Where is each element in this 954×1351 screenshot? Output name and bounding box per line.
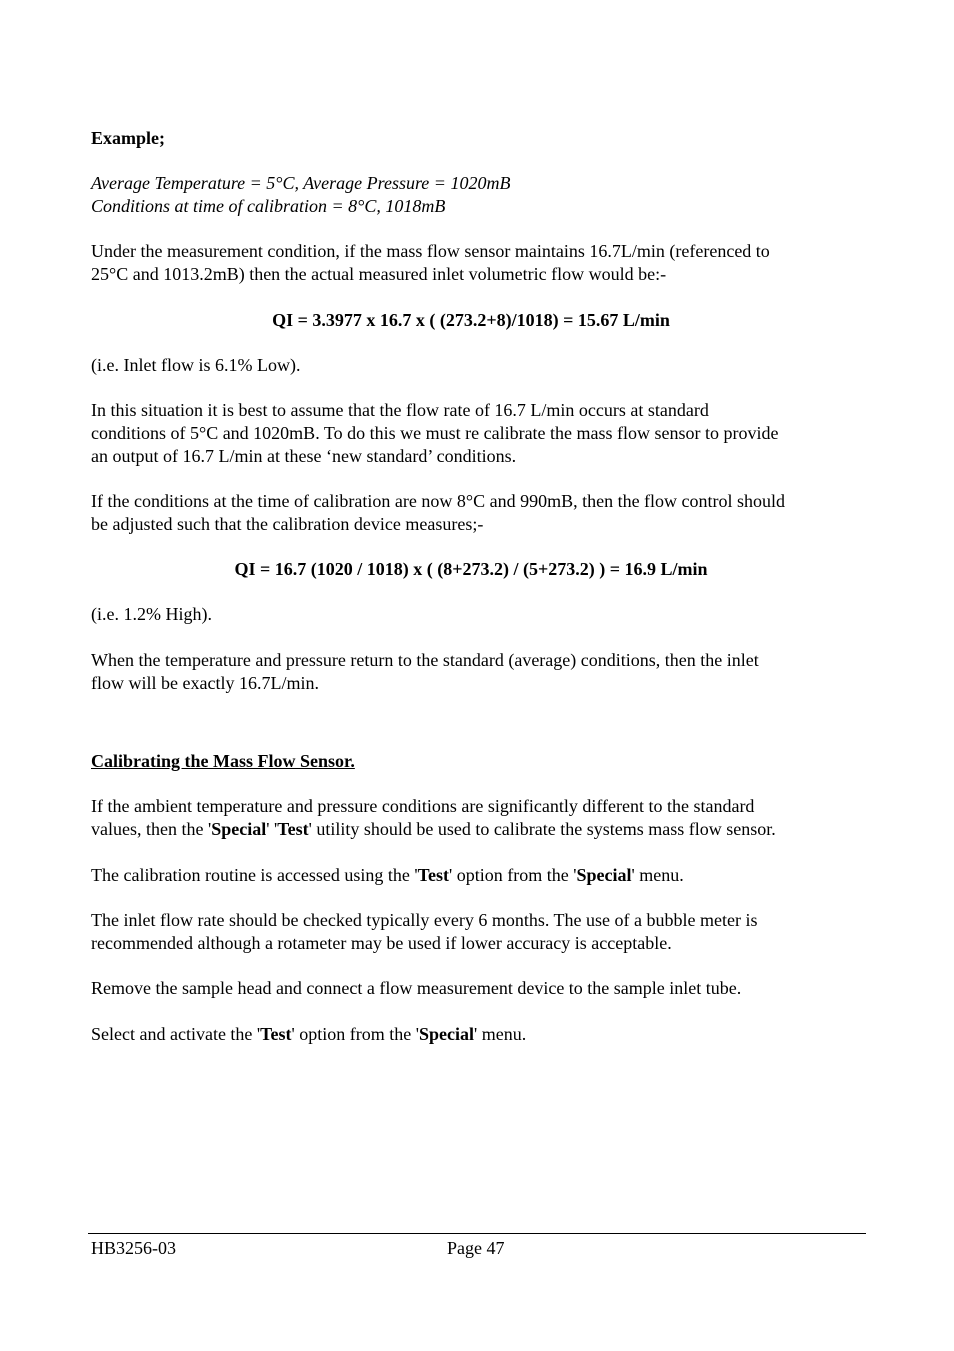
menu-term-test: Test xyxy=(260,1024,292,1044)
paragraph-line: If the ambient temperature and pressure conditions are significantly different to the standard xyxy=(91,796,755,816)
ambient-paragraph xyxy=(91,795,851,841)
menu-term-special: Special xyxy=(418,1024,474,1044)
paragraph-line: recommended although a rotameter may be used if lower accuracy is acceptable. xyxy=(91,933,672,953)
example-conditions xyxy=(91,172,851,218)
paragraph-line: flow will be exactly 16.7L/min. xyxy=(91,673,319,693)
example-heading: Example; xyxy=(91,128,165,148)
inlet-paragraph xyxy=(91,909,851,955)
paragraph-line: The inlet flow rate should be checked typically every 6 months. The use of a bubble meter is xyxy=(91,910,758,930)
text-run: ' ' xyxy=(266,819,278,839)
text-run: ' menu. xyxy=(631,865,684,885)
calibration-conditions-paragraph xyxy=(91,490,851,536)
footer-page-number: Page 47 xyxy=(447,1238,505,1258)
menu-term-special: Special xyxy=(211,819,267,839)
paragraph-line: an output of 16.7 L/min at these ‘new standard’ conditions. xyxy=(91,446,517,466)
footer-divider xyxy=(88,1233,866,1234)
text-run: The calibration routine is accessed using the ' xyxy=(91,865,418,885)
text-run: ' menu. xyxy=(474,1024,527,1044)
note-high: (i.e. 1.2% High). xyxy=(91,604,212,624)
text-run: ' option from the ' xyxy=(448,865,577,885)
paragraph-line: If the conditions at the time of calibration are now 8°C and 990mB, then the flow control should xyxy=(91,491,786,511)
paragraph-line: conditions of 5°C and 1020mB. To do this we must re calibrate the mass flow sensor to provide xyxy=(91,423,779,443)
note-inlet-low: (i.e. Inlet flow is 6.1% Low). xyxy=(91,355,301,375)
select-paragraph xyxy=(91,1023,851,1046)
conditions-line-1: Average Temperature = 5°C, Average Pressure = 1020mB xyxy=(91,173,511,193)
paragraph-line: Under the measurement condition, if the mass flow sensor maintains 16.7L/min (referenced to xyxy=(91,241,770,261)
text-run: ' option from the ' xyxy=(291,1024,419,1044)
paragraph-line: In this situation it is best to assume that the flow rate of 16.7 L/min occurs at standard xyxy=(91,400,709,420)
conditions-line-2: Conditions at time of calibration = 8°C, 1018mB xyxy=(91,196,446,216)
menu-term-special: Special xyxy=(576,865,632,885)
text-run: Select and activate the ' xyxy=(91,1024,261,1044)
measurement-paragraph xyxy=(91,240,851,286)
text-run: ' utility should be used to calibrate the systems mass flow sensor. xyxy=(308,819,776,839)
paragraph-line xyxy=(91,818,851,841)
return-paragraph xyxy=(91,649,851,695)
menu-term-test: Test xyxy=(277,819,309,839)
menu-term-test: Test xyxy=(417,865,449,885)
routine-paragraph xyxy=(91,864,851,887)
section-heading xyxy=(91,750,851,773)
remove-paragraph: Remove the sample head and connect a flow measurement device to the sample inlet tube. xyxy=(91,978,742,998)
equation-2: QI = 16.7 (1020 / 1018) x ( (8+273.2) / (5+273.2) ) = 16.9 L/min xyxy=(234,559,708,579)
equation-1: QI = 3.3977 x 16.7 x ( (273.2+8)/1018) = 15.67 L/min xyxy=(272,310,670,330)
section-heading-text: Calibrating the Mass Flow Sensor. xyxy=(91,751,355,771)
footer-doc-id: HB3256-03 xyxy=(91,1238,176,1258)
situation-paragraph xyxy=(91,399,851,468)
paragraph-line: be adjusted such that the calibration device measures;- xyxy=(91,514,484,534)
paragraph-line: 25°C and 1013.2mB) then the actual measured inlet volumetric flow would be:- xyxy=(91,264,667,284)
paragraph-line: When the temperature and pressure return to the standard (average) conditions, then the inlet xyxy=(91,650,759,670)
text-run: values, then the ' xyxy=(91,819,212,839)
